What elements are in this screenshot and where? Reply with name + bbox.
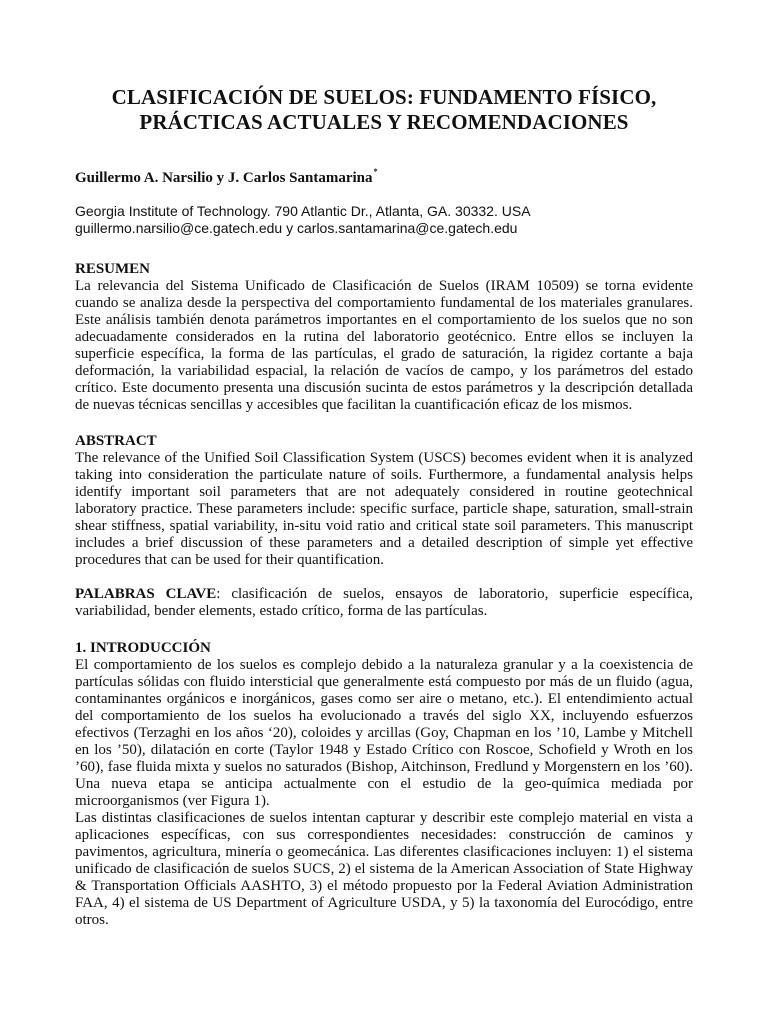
keywords-section bbox=[75, 586, 693, 620]
abstract-heading: ABSTRACT bbox=[75, 433, 157, 449]
author-names: Guillermo A. Narsilio y J. Carlos Santamarina bbox=[75, 170, 373, 186]
introduction-paragraph-1: El comportamiento de los suelos es complejo debido a la naturaleza granular y a la coexistencia de partículas sólidas con fluido intersticial que generalmente está compuesto por más de un fluido (agua, contaminantes orgánicos e inorgánicos, gases como ser aire o metano, etc.). El entendimiento actual del comportamiento de los suelos ha evolucionado a través del siglo XX, incluyendo esfuerzos efectivos (Terzaghi en los años ‘20), coloides y arcillas (Goy, Chapman en los ’10, Lambe y Mitchell en los ’50), dilatación en corte (Taylor 1948 y Estado Crítico con Roscoe, Schofield y Wroth en los ’60), fase fluida mixta y suelos no saturados (Bishop, Aitchinson, Fredlund y Morgenstern en los ’60). Una nueva etapa se anticipa actualmente con el estudio de la geo-química mediada por microorganismos (ver Figura 1). bbox=[75, 657, 693, 809]
keywords-label: PALABRAS CLAVE bbox=[75, 586, 217, 602]
abstract-body: The relevance of the Unified Soil Classification System (USCS) becomes evident when it is analyzed taking into consideration the particulate nature of soils. Furthermore, a fundamental analysis helps identify important soil parameters that are not adequately considered in routine geotechnical laboratory practice. These parameters include: specific surface, particle shape, saturation, small-strain shear stiffness, spatial variability, in-situ void ratio and critical state soil parameters. This manuscript includes a brief discussion of these parameters and a detailed description of simple yet effective procedures that can be used for their quantification. bbox=[75, 450, 693, 568]
author-footnote-mark: * bbox=[373, 167, 378, 176]
introduction-section bbox=[75, 640, 693, 929]
authors bbox=[75, 163, 693, 187]
introduction-heading: 1. INTRODUCCIÓN bbox=[75, 640, 211, 656]
affiliation-address: Georgia Institute of Technology. 790 Atlantic Dr., Atlanta, GA. 30332. USA bbox=[75, 203, 531, 219]
introduction-paragraph-2: Las distintas clasificaciones de suelos intentan capturar y describir este complejo material en vista a aplicaciones específicas, con sus correspondientes necesidades: construcción de caminos y pavimentos, agricultura, minería o geomecánica. Las diferentes clasificaciones incluyen: 1) el sistema unificado de clasificación de suelos SUCS, 2) el sistema de la American Association of State Highway & Transportation Officials AASHTO, 3) el método propuesto por la Federal Aviation Administration FAA, 4) el sistema de US Department of Agriculture USDA, y 5) la taxonomía del Eurocódigo, entre otros. bbox=[75, 810, 693, 928]
title-line-1: CLASIFICACIÓN DE SUELOS: FUNDAMENTO FÍSICO, bbox=[111, 85, 657, 109]
resumen-body: La relevancia del Sistema Unificado de Clasificación de Suelos (IRAM 10509) se torna evidente cuando se analiza desde la perspectiva del comportamiento fundamental de los materiales granulares. Este análisis también denota parámetros importantes en el comportamiento de los suelos que no son adecuadamente considerados en la rutina del laboratorio geotécnico. Entre ellos se incluyen la superficie específica, la forma de las partículas, el grado de saturación, la rigidez cortante a baja deformación, la variabilidad espacial, la relación de vacíos de campo, y los parámetros del estado crítico. Este documento presenta una discusión sucinta de estos parámetros y la descripción detallada de nuevas técnicas sencillas y accesibles que facilitan la cuantificación eficaz de los mismos. bbox=[75, 278, 693, 413]
affiliation bbox=[75, 203, 693, 237]
affiliation-emails: guillermo.narsilio@ce.gatech.edu y carlos.santamarina@ce.gatech.edu bbox=[75, 220, 518, 236]
paper-title bbox=[75, 0, 693, 135]
keywords-text: : clasificación de suelos, ensayos de laboratorio, superficie específica, variabilidad, bender elements, estado crítico, forma de las partículas. bbox=[75, 586, 693, 619]
resumen-section bbox=[75, 261, 693, 414]
keywords-paragraph bbox=[75, 586, 693, 620]
abstract-section bbox=[75, 433, 693, 569]
title-line-2: PRÁCTICAS ACTUALES Y RECOMENDACIONES bbox=[139, 110, 629, 134]
resumen-heading: RESUMEN bbox=[75, 261, 151, 277]
